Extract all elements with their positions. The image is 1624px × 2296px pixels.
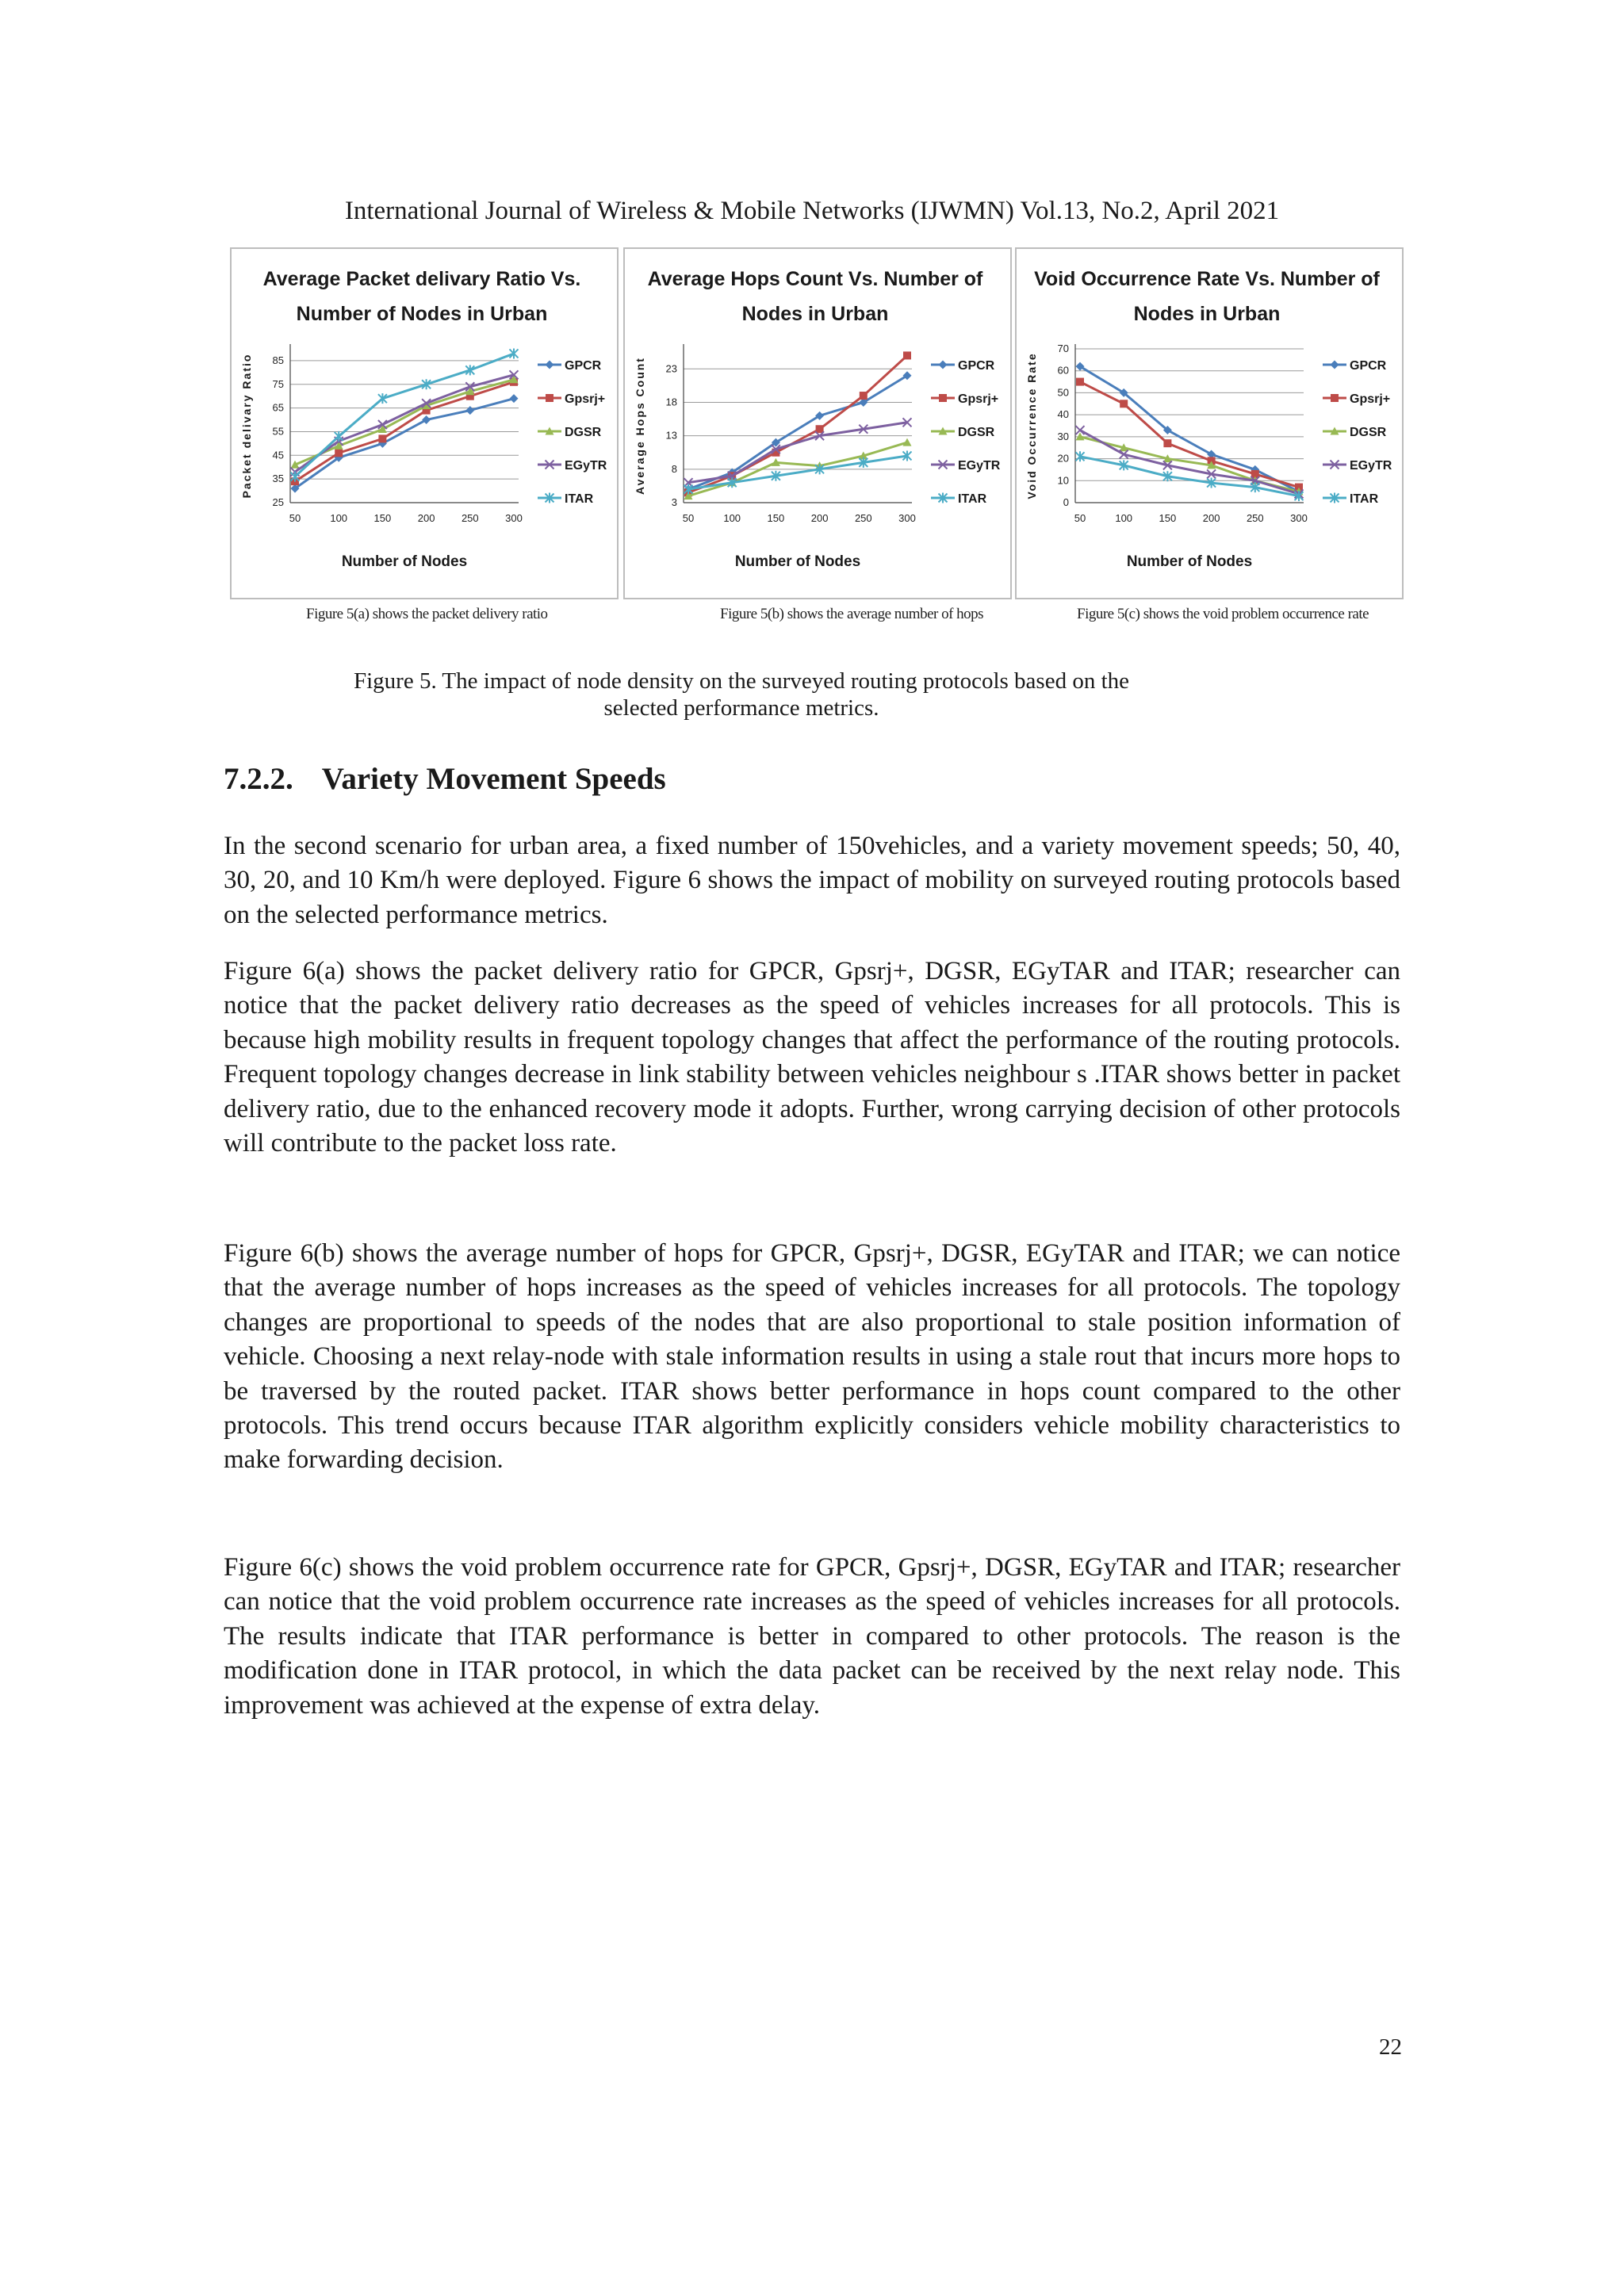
legend-item <box>1323 392 1390 406</box>
x-tick-label: 200 <box>417 512 435 524</box>
y-tick-label: 40 <box>1057 408 1069 421</box>
series-line <box>688 456 907 489</box>
figure-caption <box>301 668 1182 721</box>
y-tick-label: 10 <box>1057 474 1069 487</box>
legend-label: Gpsrj+ <box>565 392 606 406</box>
y-tick-label: 3 <box>671 496 677 508</box>
y-tick-label: 0 <box>1063 496 1069 508</box>
data-point <box>378 434 386 442</box>
figure-caption-line2: selected performance metrics. <box>603 695 879 721</box>
data-point <box>422 415 431 424</box>
legend-item <box>538 392 605 406</box>
data-point <box>1163 439 1171 447</box>
paragraph-4: Figure 6(c) shows the void problem occurrence rate for GPCR, Gpsrj+, DGSR, EGyTAR and ITAR; researcher can notice that the void problem occurrence rate increases as the speed of vehicles increases for all protocols. The results indicate that ITAR performance is better in compared to other protocols. The reason is the modification done in ITAR protocol, in which the data packet can be received by the next relay node. This improvement was achieved at the expense of extra delay. <box>224 1553 1400 1720</box>
legend-label: DGSR <box>1350 426 1387 439</box>
series-gpsrj <box>684 351 911 496</box>
legend-label: DGSR <box>565 426 602 439</box>
x-axis-label: Number of Nodes <box>341 553 468 570</box>
series-gpcr <box>1076 362 1304 496</box>
y-tick-label: 25 <box>272 496 284 508</box>
chart-panel-c <box>1015 247 1404 599</box>
section-heading <box>224 761 666 797</box>
legend-marker <box>546 361 554 369</box>
chart-panel-a <box>230 247 619 599</box>
paragraph-3: Figure 6(b) shows the average number of hops for GPCR, Gpsrj+, DGSR, EGyTAR and ITAR; we can notice that the average number of hops increases as the speed of vehicles increases for all protocols. The topology changes are proportional to speeds of the nodes that are also proportional to stale position information of vehicle. Choosing a next relay-node with stale information results in using a stale rout that incurs more hops to be traversed by the routed packet. ITAR shows better performance in hops count compared to the other protocols. This trend occurs because ITAR algorithm explicitly considers vehicle mobility characteristics to make forwarding decision. <box>224 1239 1400 1475</box>
paragraph-2: Figure 6(a) shows the packet delivery ratio for GPCR, Gpsrj+, DGSR, EGyTAR and ITAR; researcher can notice that the packet delivery ratio decreases as the speed of vehicles increases for all protocols. This is because high mobility results in frequent topology changes that affect the performance of the routing protocols. Frequent topology changes decrease in link stability between vehicles neighbour s .ITAR shows better in packet delivery ratio, due to the enhanced recovery mode it adopts. Further, wrong carrying decision of other protocols will contribute to the packet loss rate. <box>224 957 1400 1158</box>
x-tick-label: 150 <box>1159 512 1177 524</box>
legend-label: EGyTR <box>1350 459 1392 473</box>
legend-label: ITAR <box>565 492 594 506</box>
y-tick-label: 70 <box>1057 342 1069 354</box>
legend-marker <box>1331 394 1339 402</box>
chart-title-line1: Average Packet delivary Ratio Vs. <box>262 268 581 290</box>
legend-item <box>538 426 602 439</box>
y-tick-label: 35 <box>272 473 284 485</box>
x-tick-label: 100 <box>1115 512 1133 524</box>
x-tick-label: 300 <box>1290 512 1308 524</box>
y-tick-label: 75 <box>272 377 284 390</box>
data-point <box>860 392 868 400</box>
x-tick-label: 250 <box>461 512 479 524</box>
legend-item <box>1323 492 1379 506</box>
data-point <box>1120 400 1128 408</box>
section-title: Variety Movement Speeds <box>321 762 666 796</box>
legend-marker <box>546 394 553 402</box>
figure-caption-line1: Figure 5. The impact of node density on the surveyed routing protocols based on the <box>353 668 1129 694</box>
y-tick-label: 30 <box>1057 430 1069 442</box>
packet-delivery-chart <box>232 249 617 598</box>
y-tick-label: 60 <box>1057 364 1069 377</box>
legend-item <box>1323 459 1392 473</box>
legend-label: ITAR <box>1350 492 1379 506</box>
series-dgsr <box>684 438 912 499</box>
series-gpsrj <box>1076 378 1303 492</box>
series-line <box>295 399 514 488</box>
series-gpcr <box>684 371 912 493</box>
x-tick-label: 300 <box>505 512 523 524</box>
legend-item <box>931 359 995 373</box>
data-point <box>903 438 912 446</box>
x-tick-label: 50 <box>289 512 301 524</box>
y-tick-label: 50 <box>1057 386 1069 399</box>
legend-item <box>1323 359 1387 373</box>
x-tick-label: 250 <box>854 512 872 524</box>
journal-header: International Journal of Wireless & Mobile Networks (IJWMN) Vol.13, No.2, April 2021 <box>344 197 1280 225</box>
x-tick-label: 150 <box>373 512 392 524</box>
data-point <box>335 449 343 457</box>
legend-label: GPCR <box>565 359 602 373</box>
y-tick-label: 20 <box>1057 452 1069 465</box>
legend-item <box>931 426 995 439</box>
x-tick-label: 200 <box>810 512 829 524</box>
data-point <box>1076 378 1084 386</box>
legend-label: Gpsrj+ <box>958 392 999 406</box>
y-tick-label: 18 <box>665 396 677 408</box>
y-tick-label: 8 <box>671 462 677 475</box>
chart-title-line2: Nodes in Urban <box>1133 303 1281 325</box>
void-occurrence-chart <box>1017 249 1402 598</box>
legend-item <box>931 459 1001 473</box>
legend-item <box>931 392 998 406</box>
series-dgsr <box>291 375 519 468</box>
y-axis-label: Average Hops Count <box>634 357 646 495</box>
legend-label: EGyTR <box>565 459 607 473</box>
legend-marker <box>1331 361 1339 369</box>
legend-marker <box>939 394 947 402</box>
x-tick-label: 200 <box>1202 512 1220 524</box>
x-tick-label: 100 <box>723 512 741 524</box>
data-point <box>291 472 300 482</box>
x-tick-label: 50 <box>682 512 695 524</box>
y-tick-label: 65 <box>272 401 284 414</box>
y-tick-label: 85 <box>272 354 284 366</box>
series-line <box>1080 382 1299 488</box>
chart-title-line2: Number of Nodes in Urban <box>296 303 548 325</box>
y-axis-label: Void Occurrence Rate <box>1025 352 1038 499</box>
data-point <box>816 425 824 433</box>
series-gpcr <box>291 394 519 492</box>
x-tick-label: 300 <box>898 512 916 524</box>
section-number: 7.2.2. <box>224 762 293 796</box>
chart-title-line2: Nodes in Urban <box>741 303 889 325</box>
series-line <box>1080 366 1299 492</box>
page-number: 22 <box>1379 2034 1402 2060</box>
legend-label: GPCR <box>1350 359 1387 373</box>
y-tick-label: 23 <box>665 362 677 375</box>
legend-label: EGyTR <box>958 459 1001 473</box>
x-tick-label: 100 <box>330 512 348 524</box>
x-tick-label: 250 <box>1246 512 1264 524</box>
legend-item <box>931 492 987 506</box>
legend-item <box>538 492 594 506</box>
chart-title-line1: Average Hops Count Vs. Number of <box>647 268 983 290</box>
x-axis-label: Number of Nodes <box>734 553 861 570</box>
y-axis-label: Packet delivary Ratio <box>240 353 253 499</box>
data-point <box>903 351 911 359</box>
chart-title-line1: Void Occurrence Rate Vs. Number of <box>1034 268 1380 290</box>
hops-count-chart <box>625 249 1010 598</box>
figure-5 <box>230 247 1394 603</box>
chart-panel-b <box>623 247 1012 599</box>
data-point <box>335 431 343 442</box>
legend-item <box>538 359 602 373</box>
legend-item <box>538 459 607 473</box>
x-tick-label: 150 <box>767 512 785 524</box>
y-tick-label: 55 <box>272 425 284 438</box>
subcaption-a: Figure 5(a) shows the packet delivery ratio <box>306 606 548 622</box>
legend-label: ITAR <box>958 492 987 506</box>
subcaption-c: Figure 5(c) shows the void problem occurrence rate <box>1077 606 1369 622</box>
y-tick-label: 13 <box>665 429 677 442</box>
legend-item <box>1323 426 1387 439</box>
paragraph-1: In the second scenario for urban area, a fixed number of 150vehicles, and a variety movement speeds; 50, 40, 30, 20, and 10 Km/h were deployed. Figure 6 shows the impact of mobility on surveyed routing protocols based on the selected performance metrics. <box>224 832 1400 929</box>
data-point <box>510 394 519 403</box>
x-axis-label: Number of Nodes <box>1126 553 1253 570</box>
legend-label: Gpsrj+ <box>1350 392 1391 406</box>
legend-label: GPCR <box>958 359 995 373</box>
legend-label: DGSR <box>958 426 995 439</box>
y-tick-label: 45 <box>272 449 284 461</box>
subcaption-b: Figure 5(b) shows the average number of hops <box>720 606 984 622</box>
x-tick-label: 50 <box>1074 512 1086 524</box>
data-point <box>465 406 474 415</box>
legend-marker <box>939 361 948 369</box>
